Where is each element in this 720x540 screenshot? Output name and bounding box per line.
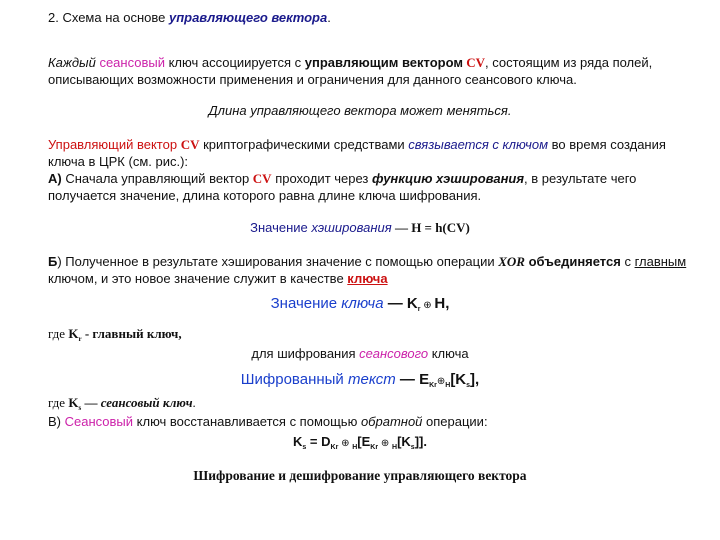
text-span: ⊕: [338, 438, 353, 449]
paragraph-2-line-2: ключа в ЦРК (см. рис.):: [48, 154, 189, 169]
text-span: ключа: [428, 346, 469, 361]
text-span: , состоящим из ряда полей,: [485, 55, 653, 70]
key-formula: [0, 296, 720, 318]
text-span: H: [352, 444, 358, 451]
master-key-definition: [48, 326, 182, 347]
text-span: Kr: [370, 444, 379, 451]
text-span: объединяется: [524, 254, 621, 269]
text-span: — H = h(CV): [391, 220, 470, 235]
text-span: r: [417, 306, 421, 313]
text-span: — E: [395, 371, 430, 388]
text-span: H,: [434, 295, 450, 312]
for-encryption-line: [0, 346, 720, 362]
text-span: s: [410, 444, 415, 451]
text-span: ключа: [341, 295, 384, 312]
text-span: H: [445, 382, 451, 389]
text-span: ],: [470, 371, 480, 388]
text-span: = D: [306, 434, 331, 449]
paragraph-2-line-1: [48, 137, 666, 153]
text-span: ключом, и это новое значение служит в качестве: [48, 271, 348, 286]
text-span: Kr: [429, 382, 437, 389]
text-span: .: [192, 395, 196, 410]
text-span: Значение: [250, 220, 312, 235]
text-span: s: [302, 444, 307, 451]
text-span: s: [78, 404, 82, 412]
text-span: ⊕: [420, 300, 435, 311]
text-span: Сеансовый: [64, 414, 134, 429]
text-span: , в результате чего: [524, 171, 637, 186]
text-span: r: [78, 335, 82, 343]
text-span: XOR: [498, 254, 525, 269]
hash-formula: [0, 220, 720, 236]
figure-caption: Шифрование и дешифрование управляющего вектора: [193, 468, 527, 483]
text-span: [E: [357, 434, 371, 449]
text-span: ) Полученное в результате хэширования значение с помощью операции: [57, 254, 499, 269]
text-span: Значение: [270, 295, 342, 312]
text-span: ⊕: [436, 376, 446, 387]
text-span: проходит через: [271, 171, 373, 186]
text-span: В): [48, 414, 65, 429]
text-span: где: [48, 326, 69, 341]
paragraph-3-line-2: [48, 271, 388, 287]
section-heading: [48, 10, 331, 26]
text-span: ]].: [414, 434, 427, 449]
text-span: обратной: [360, 414, 423, 429]
text-span: [K: [397, 434, 411, 449]
recovery-line: [48, 414, 488, 430]
text-span: с: [620, 254, 635, 269]
text-span: H: [392, 444, 398, 451]
text-span: ключа: [347, 271, 388, 286]
text-span: операции:: [422, 414, 488, 429]
text-span: ключ ассоциируется с: [164, 55, 305, 70]
heading-prefix: 2. Схема на основе: [48, 10, 169, 25]
paragraph-1-line-2: описывающих возможности применения и ограничения для данного сеансового ключа.: [48, 72, 577, 87]
text-span: Шифрованный: [240, 371, 348, 388]
text-span: для шифрования: [251, 346, 360, 361]
text-span: криптографическими средствами: [199, 137, 409, 152]
text-span: Б: [48, 254, 58, 269]
text-span: K: [293, 434, 303, 449]
text-span: Сначала управляющий вектор: [61, 171, 253, 186]
heading-emphasis: управляющего вектора: [168, 10, 328, 25]
text-span: хэширования: [311, 220, 392, 235]
text-span: CV: [462, 55, 485, 70]
paragraph-1-line-1: [48, 55, 652, 71]
session-key-definition: [48, 395, 196, 416]
text-span: во время создания: [548, 137, 666, 152]
paragraph-2-line-4: получается значение, длина которого равна длине ключа шифрования.: [48, 188, 482, 203]
heading-suffix: .: [327, 10, 331, 25]
text-span: K: [68, 326, 79, 341]
text-span: Управляющий вектор: [48, 137, 181, 152]
text-span: Каждый: [48, 55, 100, 70]
text-span: —: [81, 395, 101, 410]
text-span: сеансовый ключ: [100, 395, 193, 410]
ciphertext-formula: [0, 372, 720, 394]
text-span: сеансового: [359, 346, 429, 361]
text-span: сеансовый: [99, 55, 165, 70]
text-span: - главный ключ,: [81, 326, 182, 341]
decryption-formula: [0, 434, 720, 456]
text-span: главным: [634, 254, 687, 269]
text-span: — K: [383, 295, 418, 312]
text-span: CV: [252, 171, 272, 186]
text-span: связывается с ключом: [408, 137, 549, 152]
text-span: CV: [180, 137, 200, 152]
text-span: где: [48, 395, 69, 410]
text-span: Kr: [330, 444, 339, 451]
text-span: s: [466, 382, 471, 389]
text-span: K: [68, 395, 79, 410]
text-span: А): [48, 171, 62, 186]
length-note: Длина управляющего вектора может меняться.: [208, 103, 512, 118]
text-span: функцию хэширования: [372, 171, 525, 186]
paragraph-3-line-1: [48, 254, 686, 270]
text-span: ⊕: [378, 438, 393, 449]
text-span: текст: [347, 371, 396, 388]
text-span: [K: [450, 371, 467, 388]
text-span: управляющим вектором: [304, 55, 463, 70]
paragraph-2-line-3: [48, 171, 636, 187]
text-span: ключ восстанавливается с помощью: [133, 414, 361, 429]
